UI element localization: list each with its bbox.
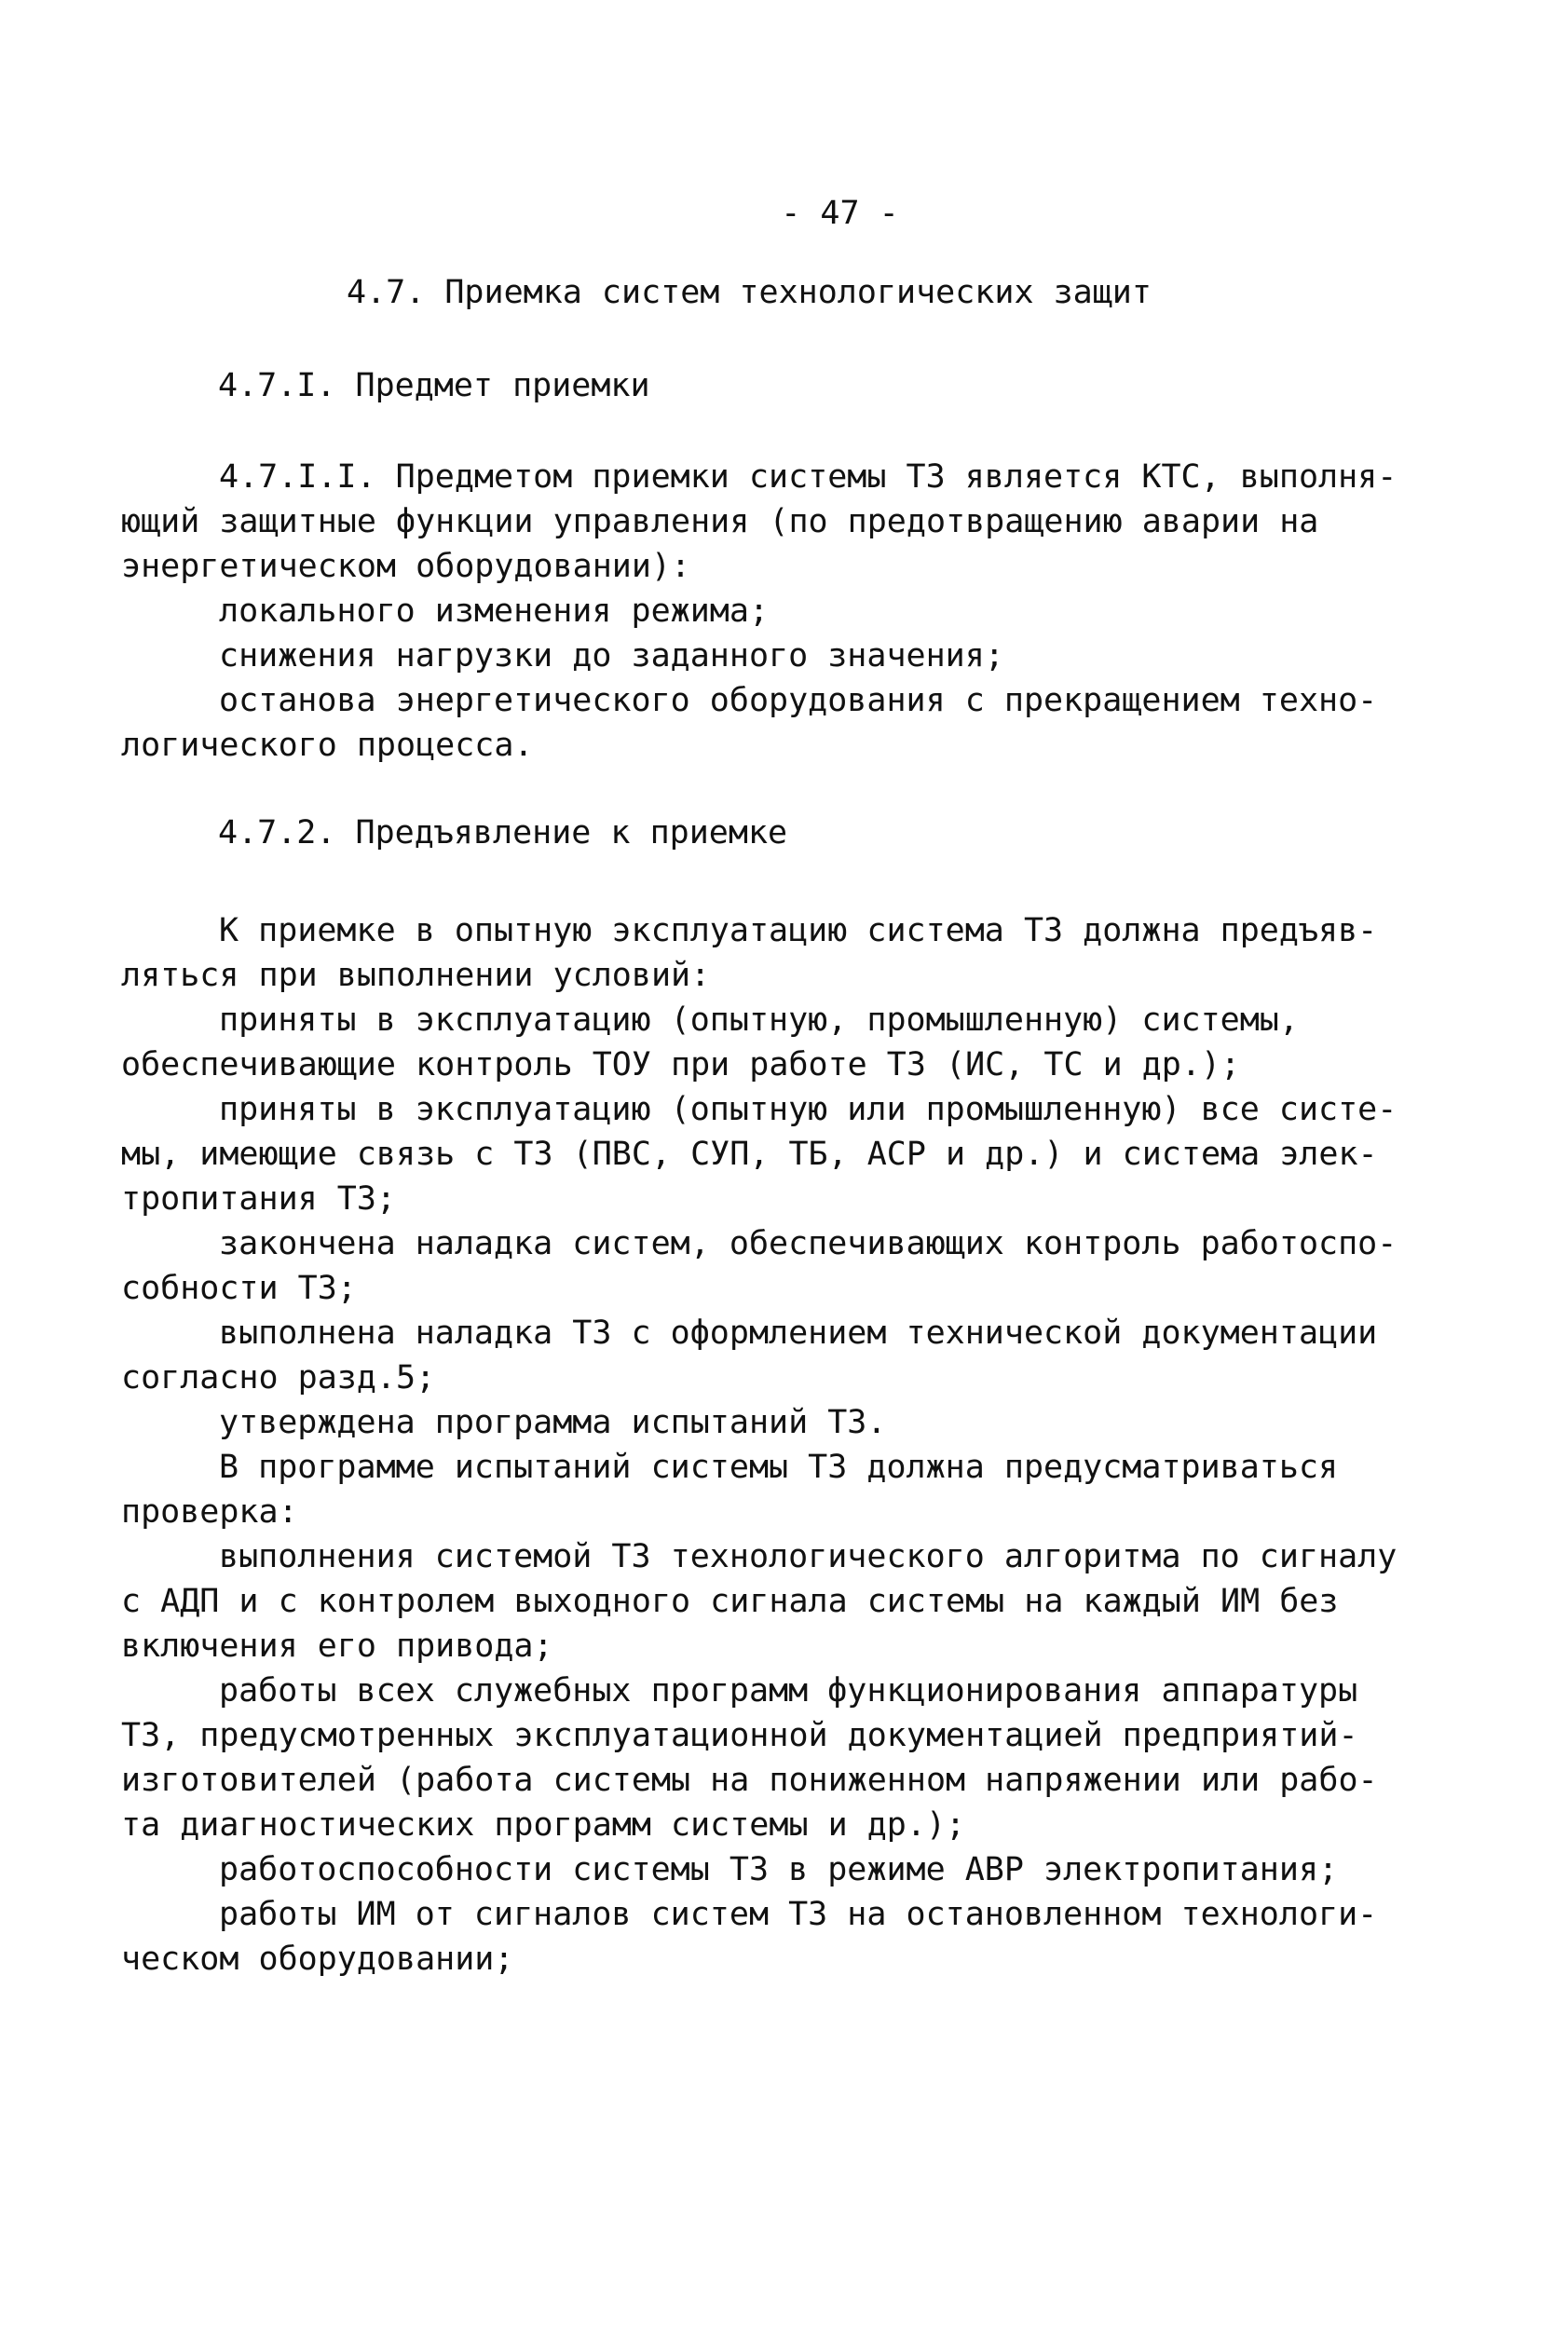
subsection-1-title: 4.7.I. Предмет приемки [218, 367, 650, 404]
paragraph-line: ТЗ, предусмотренных эксплуатационной документацией предприятий- [121, 1717, 1358, 1754]
list-item: работоспособности системы ТЗ в режиме АВР электропитания; [219, 1851, 1339, 1888]
paragraph-line: проверка: [121, 1493, 298, 1531]
paragraph-line: собности ТЗ; [121, 1270, 357, 1307]
list-item: выполнена наладка ТЗ с оформлением технической документации [219, 1315, 1378, 1352]
list-item: утверждена программа испытаний ТЗ. [219, 1404, 887, 1441]
subsection-2-body [121, 908, 1398, 1982]
paragraph-line: ляться при выполнении условий: [121, 957, 711, 994]
paragraph-line: согласно разд.5; [121, 1359, 436, 1396]
list-item: останова энергетического оборудования с прекращением техно- [219, 682, 1378, 719]
paragraph-line: та диагностических программ системы и др.); [121, 1806, 966, 1844]
paragraph-line: логического процесса. [121, 727, 534, 764]
paragraph-line: В программе испытаний системы ТЗ должна предусматриваться [219, 1449, 1339, 1486]
list-item: закончена наладка систем, обеспечивающих контроль работоспо- [219, 1225, 1398, 1262]
paragraph-line: ческом оборудовании; [121, 1941, 514, 1978]
paragraph-line: обеспечивающие контроль ТОУ при работе ТЗ (ИС, ТС и др.); [121, 1046, 1241, 1083]
paragraph-line: ющий защитные функции управления (по предотвращению аварии на [121, 503, 1319, 540]
paragraph-line: энергетическом оборудовании): [121, 548, 691, 585]
paragraph-line: К приемке в опытную эксплуатацию система ТЗ должна предъяв- [219, 912, 1378, 949]
paragraph-line: включения его привода; [121, 1628, 553, 1665]
list-item: снижения нагрузки до заданного значения; [219, 637, 1004, 674]
paragraph-line: с АДП и с контролем выходного сигнала системы на каждый ИМ без [121, 1583, 1339, 1620]
list-item: локального изменения режима; [219, 593, 770, 630]
paragraph-line: тропитания ТЗ; [121, 1180, 397, 1218]
paragraph-line: мы, имеющие связь с ТЗ (ПВС, СУП, ТБ, АСР и др.) и система элек- [121, 1136, 1378, 1173]
subsection-1-body [121, 455, 1398, 768]
list-item: приняты в эксплуатацию (опытную или промышленную) все систе- [219, 1091, 1398, 1128]
list-item: работы всех служебных программ функционирования аппаратуры [219, 1672, 1358, 1710]
page-number [0, 191, 1568, 236]
paragraph-line: изготовителей (работа системы на пониженном напряжении или рабо- [121, 1762, 1378, 1799]
list-item: выполнения системой ТЗ технологического алгоритма по сигналу [219, 1538, 1398, 1575]
paragraph-line: 4.7.I.I. Предметом приемки системы ТЗ является КТС, выполня- [219, 458, 1398, 496]
list-item: приняты в эксплуатацию (опытную, промышленную) системы, [219, 1001, 1299, 1039]
section-title: 4.7. Приемка систем технологических защит [347, 274, 1152, 311]
list-item: работы ИМ от сигналов систем ТЗ на остановленном технологи- [219, 1896, 1378, 1933]
page-number-text: - 47 - [781, 195, 899, 232]
subsection-2-title: 4.7.2. Предъявление к приемке [218, 814, 788, 851]
